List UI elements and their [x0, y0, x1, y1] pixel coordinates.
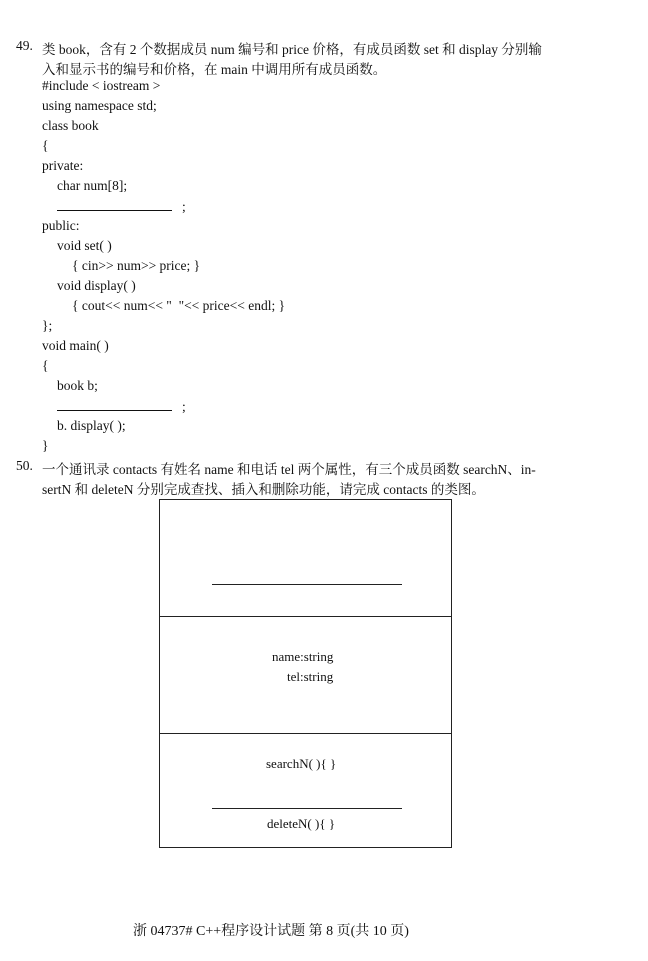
attribute-name: name:string — [272, 649, 334, 664]
question-50-number: 50. — [16, 458, 33, 473]
attribute-tel: tel:string — [287, 669, 334, 684]
code-line: book b; — [57, 378, 98, 393]
class-diagram — [159, 499, 452, 848]
code-line: void main( ) — [42, 338, 109, 353]
operation-searchN: searchN( ){ } — [266, 756, 337, 771]
semicolon: ; — [182, 199, 186, 214]
class-name-blank[interactable] — [212, 584, 402, 585]
question-49-number: 49. — [16, 38, 33, 53]
code-line: public: — [42, 218, 80, 233]
question-49-text-line2: 入和显示书的编号和价格，在 main 中调用所有成员函数。 — [42, 62, 387, 77]
code-line: { cout<< num<< " "<< price<< endl; } — [72, 298, 286, 313]
code-line: { cin>> num>> price; } — [72, 258, 201, 273]
page-footer: 浙 04737# C++程序设计试题 第 8 页(共 10 页) — [133, 924, 409, 939]
code-line: { — [42, 138, 49, 153]
code-line: void set( ) — [57, 238, 112, 253]
code-line: }; — [42, 318, 53, 333]
code-line: b. display( ); — [57, 418, 126, 433]
code-line: char num[8]; — [57, 178, 128, 193]
operation-blank[interactable] — [212, 808, 402, 809]
question-50-text-line1: 一个通讯录 contacts 有姓名 name 和电话 tel 两个属性，有三个成员函数 searchN、in- — [42, 462, 536, 477]
operation-deleteN: deleteN( ){ } — [267, 816, 336, 831]
compartment-divider — [160, 733, 451, 734]
code-line: { — [42, 358, 49, 373]
compartment-divider — [160, 616, 451, 617]
code-line: #include < iostream > — [42, 78, 161, 93]
code-line-blank-1 — [57, 198, 186, 215]
code-line: class book — [42, 118, 99, 133]
fill-in-blank-1[interactable] — [57, 198, 172, 211]
fill-in-blank-2[interactable] — [57, 398, 172, 411]
code-line: } — [42, 438, 49, 453]
question-49-text-line1: 类 book，含有 2 个数据成员 num 编号和 price 价格，有成员函数 set 和 display 分别输 — [42, 42, 542, 57]
question-50-text-line2: sertN 和 deleteN 分别完成查找、插入和删除功能，请完成 contacts 的类图。 — [42, 482, 485, 497]
code-line-blank-2 — [57, 398, 186, 415]
code-line: using namespace std; — [42, 98, 157, 113]
code-line: void display( ) — [57, 278, 136, 293]
code-line: private: — [42, 158, 84, 173]
semicolon: ; — [182, 399, 186, 414]
